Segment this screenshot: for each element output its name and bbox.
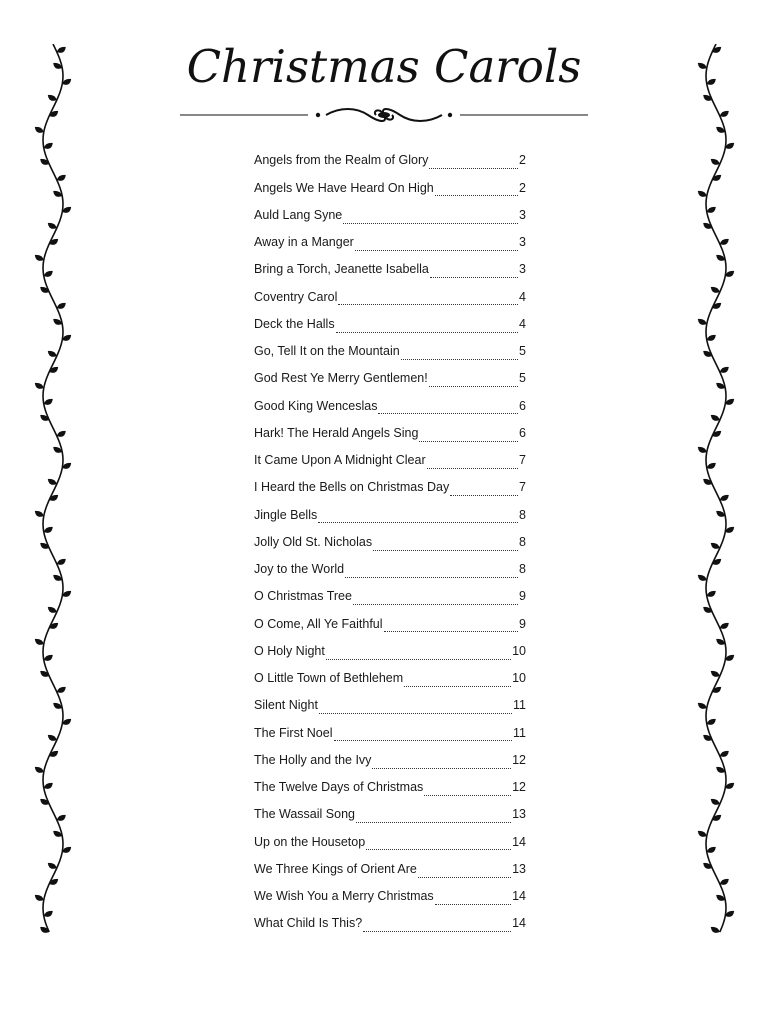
toc-entry-title: The First Noel <box>254 725 333 740</box>
dot-leader <box>318 512 518 523</box>
holly-leaf-icon <box>44 783 53 789</box>
holly-leaf-icon <box>57 431 66 437</box>
toc-entry-page-number: 14 <box>512 916 526 931</box>
holly-leaf-icon <box>57 175 66 181</box>
toc-entry <box>254 202 526 229</box>
holly-leaf-icon <box>35 127 44 133</box>
toc-entry-page-number: 12 <box>512 752 526 767</box>
toc-entry-page-number: 11 <box>513 698 526 713</box>
toc-entry-page-number: 3 <box>519 262 526 277</box>
holly-leaf-icon <box>707 847 716 853</box>
toc-entry <box>254 447 526 474</box>
dot-leader <box>384 621 519 632</box>
toc-entry <box>254 229 526 256</box>
holly-leaf-icon <box>698 63 707 69</box>
toc-entry-title: Good King Wenceslas <box>254 398 378 413</box>
toc-entry-page-number: 10 <box>512 643 526 658</box>
toc-entry <box>254 910 526 937</box>
holly-leaf-icon <box>57 303 66 309</box>
holly-leaf-icon <box>707 591 716 597</box>
holly-leaf-icon <box>48 735 57 741</box>
dot-leader <box>401 349 518 360</box>
dot-leader <box>338 294 518 305</box>
dot-leader <box>363 921 511 932</box>
holly-leaf-icon <box>44 143 53 149</box>
toc-entry <box>254 747 526 774</box>
toc-entry-page-number: 5 <box>519 344 526 359</box>
holly-leaf-icon <box>698 447 707 453</box>
holly-leaf-icon <box>720 239 729 245</box>
holly-leaf-icon <box>711 543 720 549</box>
toc-entry-page-number: 8 <box>519 562 526 577</box>
toc-entry <box>254 801 526 828</box>
toc-entry-title: God Rest Ye Merry Gentlemen! <box>254 371 428 386</box>
toc-entry <box>254 283 526 310</box>
toc-entry-page-number: 8 <box>519 507 526 522</box>
holly-leaf-icon <box>35 255 44 261</box>
dot-leader <box>326 649 511 660</box>
toc-entry-page-number: 9 <box>519 589 526 604</box>
holly-leaf-icon <box>44 911 53 917</box>
toc-entry-page-number: 4 <box>519 316 526 331</box>
toc-entry-title: Coventry Carol <box>254 289 338 304</box>
holly-vine-left-icon <box>33 44 73 934</box>
dot-leader <box>345 567 518 578</box>
dot-leader <box>343 213 518 224</box>
scroll-flourish-icon <box>180 103 588 125</box>
dot-leader <box>334 730 513 741</box>
holly-leaf-icon <box>711 671 720 677</box>
holly-leaf-icon <box>698 831 707 837</box>
toc-entry <box>254 365 526 392</box>
holly-leaf-icon <box>711 799 720 805</box>
toc-entry <box>254 856 526 883</box>
holly-leaf-icon <box>44 271 53 277</box>
toc-entry-title: I Heard the Bells on Christmas Day <box>254 480 450 495</box>
toc-entry-page-number: 4 <box>519 289 526 304</box>
toc-entry-title: O Christmas Tree <box>254 589 352 604</box>
toc-entry-title: O Little Town of Bethlehem <box>254 671 404 686</box>
holly-leaf-icon <box>35 639 44 645</box>
toc-entry <box>254 828 526 855</box>
dot-leader <box>373 540 518 551</box>
holly-leaf-icon <box>711 159 720 165</box>
toc-entry-page-number: 9 <box>519 616 526 631</box>
holly-leaf-icon <box>44 399 53 405</box>
toc-entry-title: It Came Upon A Midnight Clear <box>254 453 426 468</box>
toc-entry-page-number: 13 <box>512 861 526 876</box>
toc-entry-page-number: 7 <box>519 480 526 495</box>
holly-leaf-icon <box>707 79 716 85</box>
holly-leaf-icon <box>35 383 44 389</box>
holly-leaf-icon <box>720 623 729 629</box>
dot-leader <box>353 594 518 605</box>
holly-leaf-icon <box>698 575 707 581</box>
holly-leaf-icon <box>48 479 57 485</box>
dot-leader <box>366 839 511 850</box>
holly-leaf-icon <box>711 927 720 933</box>
holly-leaf-icon <box>57 815 66 821</box>
holly-leaf-icon <box>48 95 57 101</box>
toc-entry-page-number: 12 <box>512 780 526 795</box>
toc-entry <box>254 338 526 365</box>
holly-leaf-icon <box>707 207 716 213</box>
dot-leader <box>355 240 518 251</box>
toc-entry-title: Angels from the Realm of Glory <box>254 153 429 168</box>
toc-entry-title: The Wassail Song <box>254 807 355 822</box>
holly-leaf-icon <box>35 511 44 517</box>
toc-entry <box>254 256 526 283</box>
toc-entry-page-number: 3 <box>519 235 526 250</box>
holly-leaf-icon <box>707 463 716 469</box>
toc-entry <box>254 883 526 910</box>
toc-entry <box>254 638 526 665</box>
dot-leader <box>378 403 518 414</box>
toc-entry <box>254 583 526 610</box>
toc-entry <box>254 474 526 501</box>
dot-leader <box>372 758 511 769</box>
toc-entry-title: O Holy Night <box>254 643 325 658</box>
dot-leader <box>430 267 518 278</box>
dot-leader <box>427 458 518 469</box>
toc-entry-title: Auld Lang Syne <box>254 207 343 222</box>
toc-entry-title: Hark! The Herald Angels Sing <box>254 425 419 440</box>
toc-entry-page-number: 11 <box>513 725 526 740</box>
toc-entry-page-number: 10 <box>512 671 526 686</box>
toc-entry <box>254 174 526 201</box>
dot-leader <box>404 676 511 687</box>
toc-entry-title: The Twelve Days of Christmas <box>254 780 424 795</box>
toc-entry-title: O Come, All Ye Faithful <box>254 616 383 631</box>
holly-leaf-icon <box>707 719 716 725</box>
toc-entry <box>254 719 526 746</box>
holly-leaf-icon <box>720 495 729 501</box>
holly-leaf-icon <box>720 751 729 757</box>
holly-leaf-icon <box>48 351 57 357</box>
toc-entry-title: Silent Night <box>254 698 318 713</box>
holly-leaf-icon <box>35 767 44 773</box>
toc-entry-title: Bring a Torch, Jeanette Isabella <box>254 262 429 277</box>
holly-leaf-icon <box>44 527 53 533</box>
toc-entry-page-number: 2 <box>519 180 526 195</box>
toc-entry-page-number: 13 <box>512 807 526 822</box>
holly-vine-right-icon <box>696 44 736 934</box>
toc-entry-title: We Three Kings of Orient Are <box>254 861 417 876</box>
toc-entry-page-number: 2 <box>519 153 526 168</box>
dot-leader <box>424 785 511 796</box>
toc-entry-title: The Holly and the Ivy <box>254 752 372 767</box>
dot-leader <box>319 703 512 714</box>
toc-entry-title: What Child Is This? <box>254 916 363 931</box>
toc-entry <box>254 774 526 801</box>
toc-entry-title: Away in a Manger <box>254 235 354 250</box>
dot-leader <box>429 158 518 169</box>
holly-leaf-icon <box>720 367 729 373</box>
holly-leaf-icon <box>57 47 66 53</box>
toc-entry <box>254 420 526 447</box>
toc-entry <box>254 501 526 528</box>
toc-entry <box>254 311 526 338</box>
toc-entry-page-number: 6 <box>519 425 526 440</box>
toc-entry-title: Joy to the World <box>254 562 345 577</box>
toc-entry-page-number: 14 <box>512 834 526 849</box>
dot-leader <box>336 322 518 333</box>
holly-leaf-icon <box>44 655 53 661</box>
toc-entry-title: We Wish You a Merry Christmas <box>254 889 434 904</box>
toc-entry-page-number: 3 <box>519 207 526 222</box>
toc-entry <box>254 556 526 583</box>
dot-leader <box>356 812 511 823</box>
holly-leaf-icon <box>698 319 707 325</box>
toc-entry <box>254 529 526 556</box>
holly-leaf-icon <box>720 879 729 885</box>
dot-leader <box>419 431 518 442</box>
holly-leaf-icon <box>698 191 707 197</box>
toc-entry <box>254 147 526 174</box>
toc-entry-page-number: 8 <box>519 534 526 549</box>
holly-leaf-icon <box>711 287 720 293</box>
toc-entry-title: Angels We Have Heard On High <box>254 180 434 195</box>
holly-leaf-icon <box>35 895 44 901</box>
page-title: Christmas Carols <box>186 40 582 93</box>
holly-leaf-icon <box>48 607 57 613</box>
toc-entry <box>254 610 526 637</box>
toc-entry-title: Jingle Bells <box>254 507 318 522</box>
toc-entry-page-number: 6 <box>519 398 526 413</box>
dot-leader <box>429 376 518 387</box>
toc-entry <box>254 665 526 692</box>
holly-leaf-icon <box>707 335 716 341</box>
toc-entry-page-number: 7 <box>519 453 526 468</box>
toc-entry <box>254 392 526 419</box>
holly-leaf-icon <box>57 559 66 565</box>
dot-leader <box>450 485 518 496</box>
toc-entry-title: Deck the Halls <box>254 316 335 331</box>
toc-entry-page-number: 5 <box>519 371 526 386</box>
toc-entry <box>254 692 526 719</box>
holly-leaf-icon <box>698 703 707 709</box>
toc-entry-page-number: 14 <box>512 889 526 904</box>
dot-leader <box>418 867 511 878</box>
holly-leaf-icon <box>48 863 57 869</box>
toc-entry-title: Up on the Housetop <box>254 834 366 849</box>
dot-leader <box>435 185 518 196</box>
dot-leader <box>435 894 511 905</box>
toc-entry-title: Jolly Old St. Nicholas <box>254 534 373 549</box>
table-of-contents <box>254 147 526 937</box>
holly-leaf-icon <box>57 687 66 693</box>
toc-entry-title: Go, Tell It on the Mountain <box>254 344 400 359</box>
holly-leaf-icon <box>711 415 720 421</box>
holly-leaf-icon <box>48 223 57 229</box>
holly-leaf-icon <box>720 111 729 117</box>
